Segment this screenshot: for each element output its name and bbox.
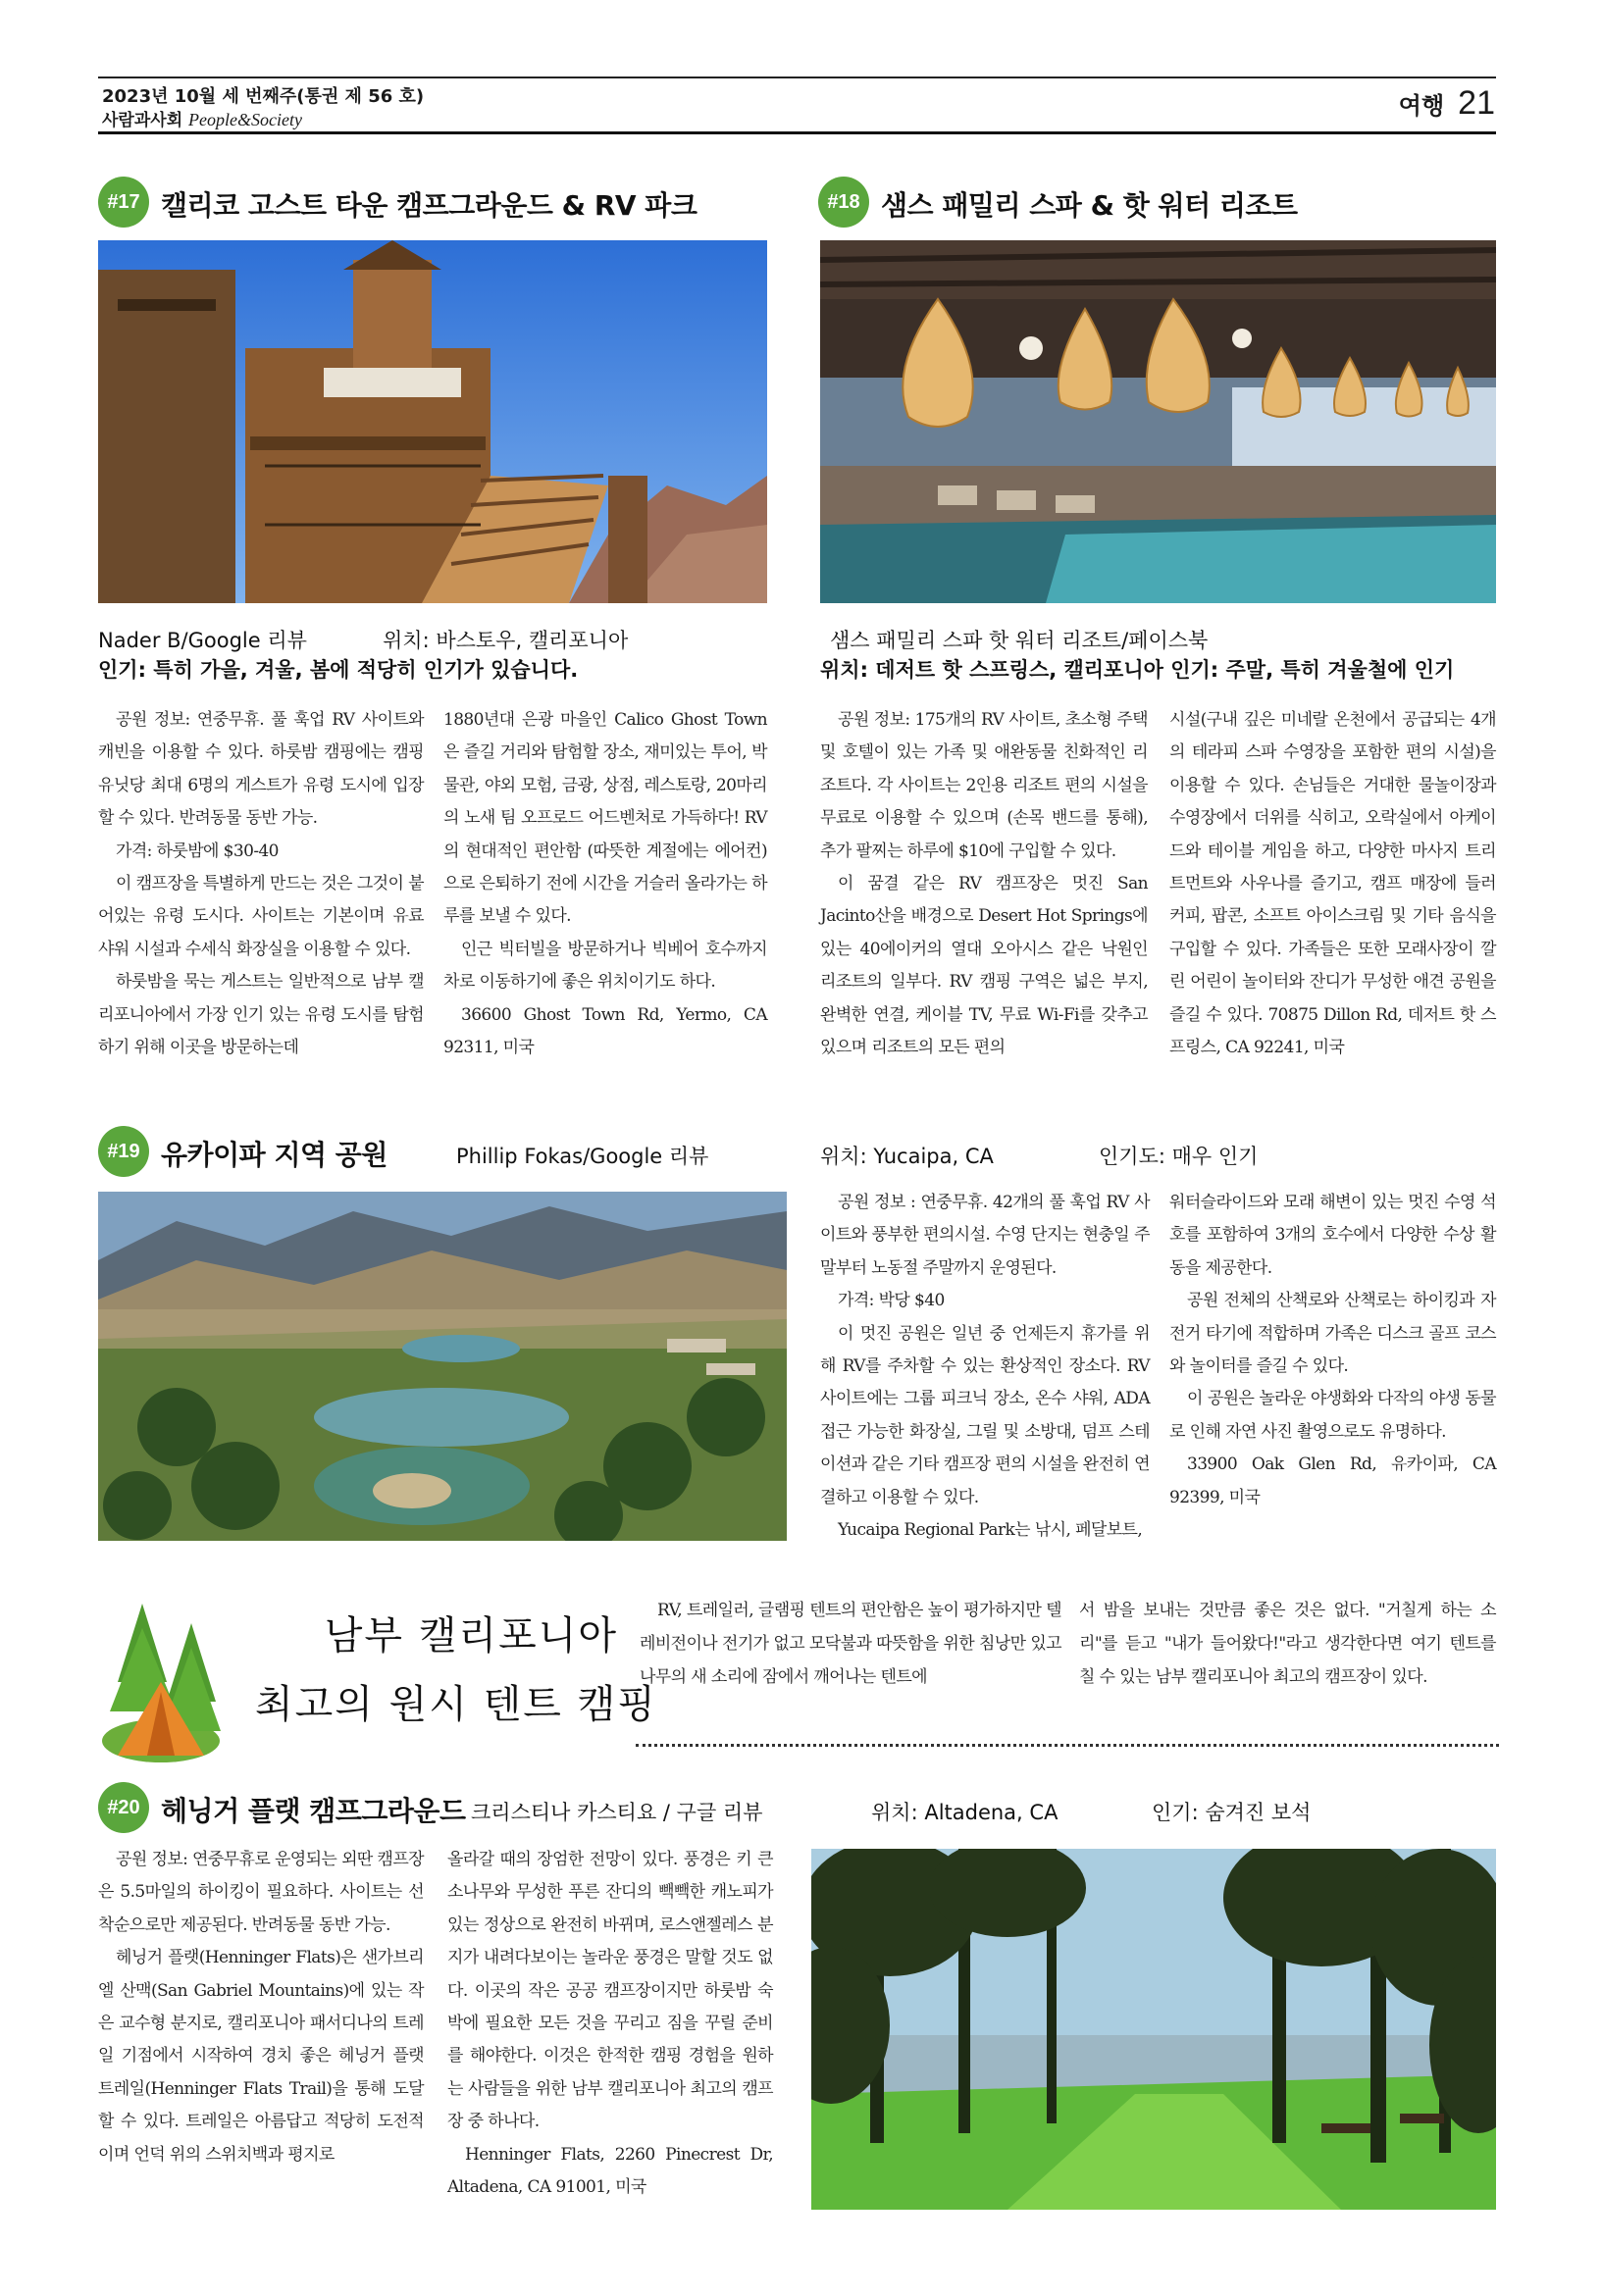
banner-intro-text: RV, 트레일러, 글램핑 텐트의 편안함은 높이 평가하지만 텔레비전이나 전기가 없고 모닥불과 따뜻함을 위한 침낭만 있고 나무의 새 소리에 잠에서 깨어나는 텐트에 <box>640 1601 1061 1687</box>
credit-18: 샘스 패밀리 스파 핫 워터 리조트/페이스북 <box>830 629 1209 652</box>
article-19-para: Yucaipa Regional Park는 낚시, 페달보트, <box>838 1520 1143 1541</box>
tent-camping-icon <box>98 1594 221 1770</box>
article-17-address: 36600 Ghost Town Rd, Yermo, CA 92311, 미국 <box>443 1004 767 1058</box>
title-19: 유카이파 지역 공원 <box>161 1139 387 1171</box>
section-header <box>1399 84 1495 123</box>
article-20-para: 올라갈 때의 장엄한 전망이 있다. 풍경은 키 큰 소나무와 무성한 푸른 잔디의 빽빽한 캐노피가 있는 정상으로 완전히 바뀌며, 로스앤젤레스 분지가 내려다보이는 놀라운 풍경은 말할 것도 없다. 이곳의 작은 공공 캠프장이지만 하룻밤 숙박에 필요한 모든 것을 꾸리고 짐을 꾸릴 준비를 해야한다. 이것은 한적한 캠핑 경험을 원하는 사람들을 위한 남부 캘리포니아 최고의 캠프장 중 하나다. <box>447 1850 773 2132</box>
article-19-para: 공원 정보 : 연중무휴. 42개의 풀 훅업 RV 사이트와 풍부한 편의시설. 수영 단지는 현충일 주말부터 노동절 주말까지 운영된다. <box>820 1193 1150 1278</box>
article-17-para: 인근 빅터빌을 방문하거나 빅베어 호수까지 차로 이동하기에 좋은 위치이기도 하다. <box>443 939 767 993</box>
section-name: 여행 <box>1398 92 1445 120</box>
masthead-rule <box>98 131 1496 134</box>
popularity-17: 인기: 특히 가을, 겨울, 봄에 적당히 인기가 있습니다. <box>98 658 579 682</box>
badge-18: #18 <box>818 177 869 228</box>
article-19-para: 이 공원은 놀라운 야생화와 다작의 야생 동물로 인해 자연 사진 촬영으로도 유명하다. <box>1169 1389 1496 1442</box>
banner-title-line1: 남부 캘리포니아 <box>324 1613 618 1658</box>
article-18-para: 이 꿈결 같은 RV 캠프장은 멋진 San Jacinto산을 배경으로 Desert Hot Springs에 있는 40에이커의 열대 오아시스 같은 낙원인 리조트의 일부다. RV 캠핑 구역은 넓은 부지, 완벽한 연결, 케이블 TV, 무료 Wi-Fi를 갖추고 있으며 리조트의 모든 편의 <box>820 874 1148 1058</box>
credit-19: Phillip Fokas/Google 리뷰 <box>456 1145 709 1168</box>
paper-name-en: People&Society <box>188 110 302 129</box>
title-17: 캘리코 고스트 타운 캠프그라운드 & RV 파크 <box>161 189 697 222</box>
article-19-para: 이 멋진 공원은 일년 중 언제든지 휴가를 위해 RV를 주차할 수 있는 환상적인 장소다. RV 사이트에는 그룹 피크닉 장소, 온수 샤워, ADA 접근 가능한 화장실, 그릴 및 소방대, 덤프 스테이션과 같은 기타 캠프장 편의 시설을 완전히 연결하고 이용할 수 있다. <box>820 1323 1150 1507</box>
article-18-col1 <box>820 704 1148 1064</box>
article-17-para: 이 캠프장을 특별하게 만드는 것은 그것이 붙어있는 유령 도시다. 사이트는 기본이며 유료 샤워 시설과 수세식 화장실을 이용할 수 있다. <box>98 874 424 959</box>
badge-17: #17 <box>98 177 149 228</box>
banner-divider <box>636 1744 1499 1747</box>
banner-title-line2: 최고의 원시 텐트 캠핑 <box>255 1682 657 1727</box>
article-17-para: 공원 정보: 연중무휴. 풀 훅업 RV 사이트와 캐빈을 이용할 수 있다. 하룻밤 캠핑에는 캠핑 유닛당 최대 6명의 게스트가 유령 도시에 입장할 수 있다. 반려동물 동반 가능. <box>98 710 424 829</box>
paper-name-ko: 사람과사회 <box>102 111 183 130</box>
page-number: 21 <box>1458 84 1495 122</box>
badge-19: #19 <box>98 1126 149 1177</box>
popularity-20: 인기: 숨겨진 보석 <box>1152 1801 1312 1824</box>
article-20-para: 헤닝거 플랫(Henninger Flats)은 샌가브리엘 산맥(San Gabriel Mountains)에 있는 작은 교수형 분지로, 캘리포니아 패서디나의 트레일 기점에서 시작하여 경치 좋은 헤닝거 플랫 트레일(Henninger Flats Trail)을 통해 도달할 수 있다. 트레일은 아름답고 적당히 도전적이며 언덕 위의 스위치백과 평지로 <box>98 1948 424 2165</box>
location-17: 위치: 바스토우, 캘리포니아 <box>383 629 629 652</box>
photo-henninger-flats <box>811 1849 1496 2210</box>
article-18-col2 <box>1169 704 1496 1064</box>
article-17-para: 가격: 하룻밤에 $30-40 <box>116 841 279 861</box>
banner-intro-col1 <box>640 1594 1061 1694</box>
article-19-address: 33900 Oak Glen Rd, 유카이파, CA 92399, 미국 <box>1169 1454 1496 1507</box>
article-19-col2 <box>1169 1187 1496 1514</box>
article-20-address: Henninger Flats, 2260 Pinecrest Dr, Altadena, CA 91001, 미국 <box>447 2144 773 2198</box>
title-20: 헤닝거 플랫 캠프그라운드 <box>161 1795 466 1827</box>
paper-name <box>102 106 302 130</box>
article-18-para: 시설(구내 깊은 미네랄 온천에서 공급되는 4개의 테라피 스파 수영장을 포함한 편의 시설)을 이용할 수 있다. 손님들은 거대한 물놀이장과 수영장에서 더위를 식히고, 오락실에서 아케이드와 테이블 게임을 하고, 다양한 마사지 트리트먼트와 사우나를 즐기고, 캠프 매장에 들러 커피, 팝콘, 소프트 아이스크림 및 기타 음식을 구입할 수 있다. 가족들은 또한 모래사장이 깔린 어린이 놀이터와 잔디가 무성한 애견 공원을 즐길 수 있다. 70875 Dillon Rd, 데저트 핫 스프링스, CA 92241, 미국 <box>1169 710 1496 1058</box>
credit-17: Nader B/Google 리뷰 <box>98 629 307 652</box>
article-19-para: 워터슬라이드와 모래 해변이 있는 멋진 수영 석호를 포함하여 3개의 호수에서 다양한 수상 활동을 제공한다. <box>1169 1193 1496 1278</box>
article-20-col1 <box>98 1844 424 2171</box>
location-20: 위치: Altadena, CA <box>871 1801 1059 1824</box>
article-19-col1 <box>820 1187 1150 1547</box>
banner-intro-col2 <box>1079 1594 1496 1694</box>
popularity-19: 인기도: 매우 인기 <box>1099 1145 1259 1168</box>
credit-20: 크리스티나 카스티요 / 구글 리뷰 <box>471 1801 763 1824</box>
masthead-top-rule <box>98 77 1496 78</box>
badge-20: #20 <box>98 1782 149 1833</box>
title-18: 샘스 패밀리 스파 & 핫 워터 리조트 <box>881 189 1298 222</box>
photo-sams-family-spa <box>820 240 1496 603</box>
photo-calico-ghost-town <box>98 240 767 603</box>
banner-intro-text: 서 밤을 보내는 것만큼 좋은 것은 없다. "거칠게 하는 소리"를 듣고 "내가 들어왔다!"라고 생각한다면 여기 텐트를 칠 수 있는 남부 캘리포니아 최고의 캠프장이 있다. <box>1079 1601 1496 1687</box>
article-20-col2 <box>447 1844 773 2204</box>
article-20-para: 공원 정보: 연중무휴로 운영되는 외딴 캠프장은 5.5마일의 하이킹이 필요하다. 사이트는 선착순으로만 제공된다. 반려동물 동반 가능. <box>98 1850 424 1935</box>
location-19: 위치: Yucaipa, CA <box>820 1145 994 1168</box>
article-17-para: 하룻밤을 묵는 게스트는 일반적으로 남부 캘리포니아에서 가장 인기 있는 유령 도시를 탐험하기 위해 이곳을 방문하는데 <box>98 972 424 1058</box>
article-18-para: 공원 정보: 175개의 RV 사이트, 초소형 주택 및 호텔이 있는 가족 및 애완동물 친화적인 리조트다. 각 사이트는 2인용 리조트 편의 시설을 무료로 이용할 수 있으며 (손목 밴드를 통해), 추가 팔찌는 하루에 $10에 구입할 수 있다. <box>820 710 1148 861</box>
article-19-para: 공원 전체의 산책로와 산책로는 하이킹과 자전거 타기에 적합하며 가족은 디스크 골프 코스와 놀이터를 즐길 수 있다. <box>1169 1291 1496 1377</box>
issue-info: 2023년 10월 세 번째주(통권 제 56 호) <box>102 86 425 107</box>
location-popularity-18: 위치: 데저트 핫 스프링스, 캘리포니아 인기: 주말, 특히 겨울철에 인기 <box>820 658 1455 682</box>
article-17-para: 1880년대 은광 마을인 Calico Ghost Town은 즐길 거리와 탐험할 장소, 재미있는 투어, 박물관, 야외 모험, 금광, 상점, 레스토랑, 20마리의 노새 팀 오프로드 어드벤처로 가득하다! RV의 현대적인 편안함 (따뜻한 계절에는 에어컨) 으로 은퇴하기 전에 시간을 거슬러 올라가는 하루를 보낼 수 있다. <box>443 710 767 927</box>
article-19-para: 가격: 박당 $40 <box>838 1291 945 1311</box>
photo-yucaipa-park <box>98 1192 787 1541</box>
article-17-col1 <box>98 704 424 1064</box>
article-17-col2 <box>443 704 767 1064</box>
